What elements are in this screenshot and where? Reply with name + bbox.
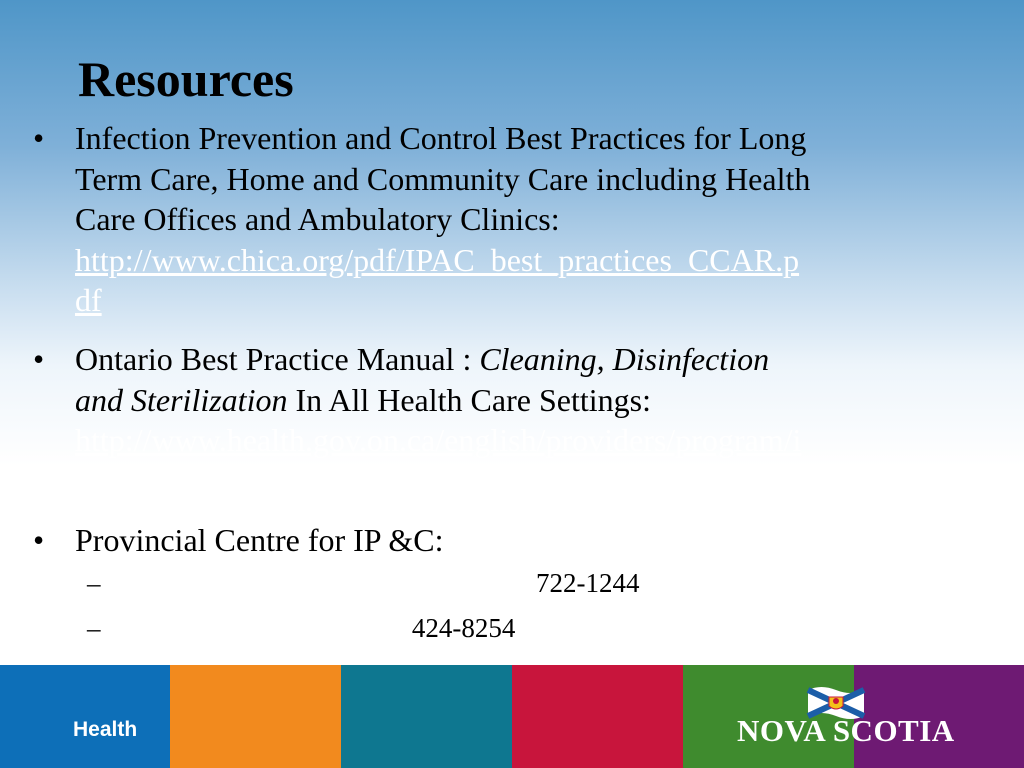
band-blue [0,665,170,768]
nova-scotia-wordmark: NOVA SCOTIA [737,713,955,748]
ontario-link-cont[interactable]: nfectious/diseases/ic_cds.html [75,462,464,499]
email-link[interactable]: Patsy.Rawding@gov.ns.ca [119,613,406,643]
chica-link[interactable]: http://www.chica.org/pdf/IPAC_best_practices_CCAR.p [75,241,800,278]
contact-row [87,612,516,644]
phone-number: 424-8254 [405,613,516,643]
bullet-icon: • [33,120,45,156]
item-text: Ontario Best Practice Manual : [75,341,480,377]
dash-icon: – [87,568,101,598]
item-text-line: Care Offices and Ambulatory Clinics: [75,201,560,237]
email-link[interactable]: Suzanne.Rhodenizer-Rose@gov.ns.ca [119,568,530,598]
item-italic: Cleaning, Disinfection [479,341,770,377]
phone-number: 722-1244 [529,568,640,598]
resource-item-ontario [33,339,995,501]
item-text: Provincial Centre for IP &C: [75,522,444,558]
resource-item-ipac [33,118,995,321]
item-text-line: Term Care, Home and Community Care including Health [75,160,811,197]
item-text-line: Infection Prevention and Control Best Practices for Long [75,120,807,156]
band-teal [341,665,512,768]
footer-health-label: Health [73,718,138,741]
resource-item-provincial [33,520,995,561]
band-orange [170,665,341,768]
chica-link-cont[interactable]: df [75,282,102,318]
item-text: In All Health Care Settings: [287,381,651,418]
contact-row [87,567,640,599]
band-red [512,665,683,768]
bullet-icon: • [33,522,45,558]
slide-title: Resources [78,51,294,107]
ontario-link[interactable]: http://www.health.gov.on.ca/english/providers/program/i [75,422,802,458]
dash-icon: – [87,613,101,643]
item-italic: and Sterilization [75,381,288,418]
bullet-icon: • [33,341,45,377]
